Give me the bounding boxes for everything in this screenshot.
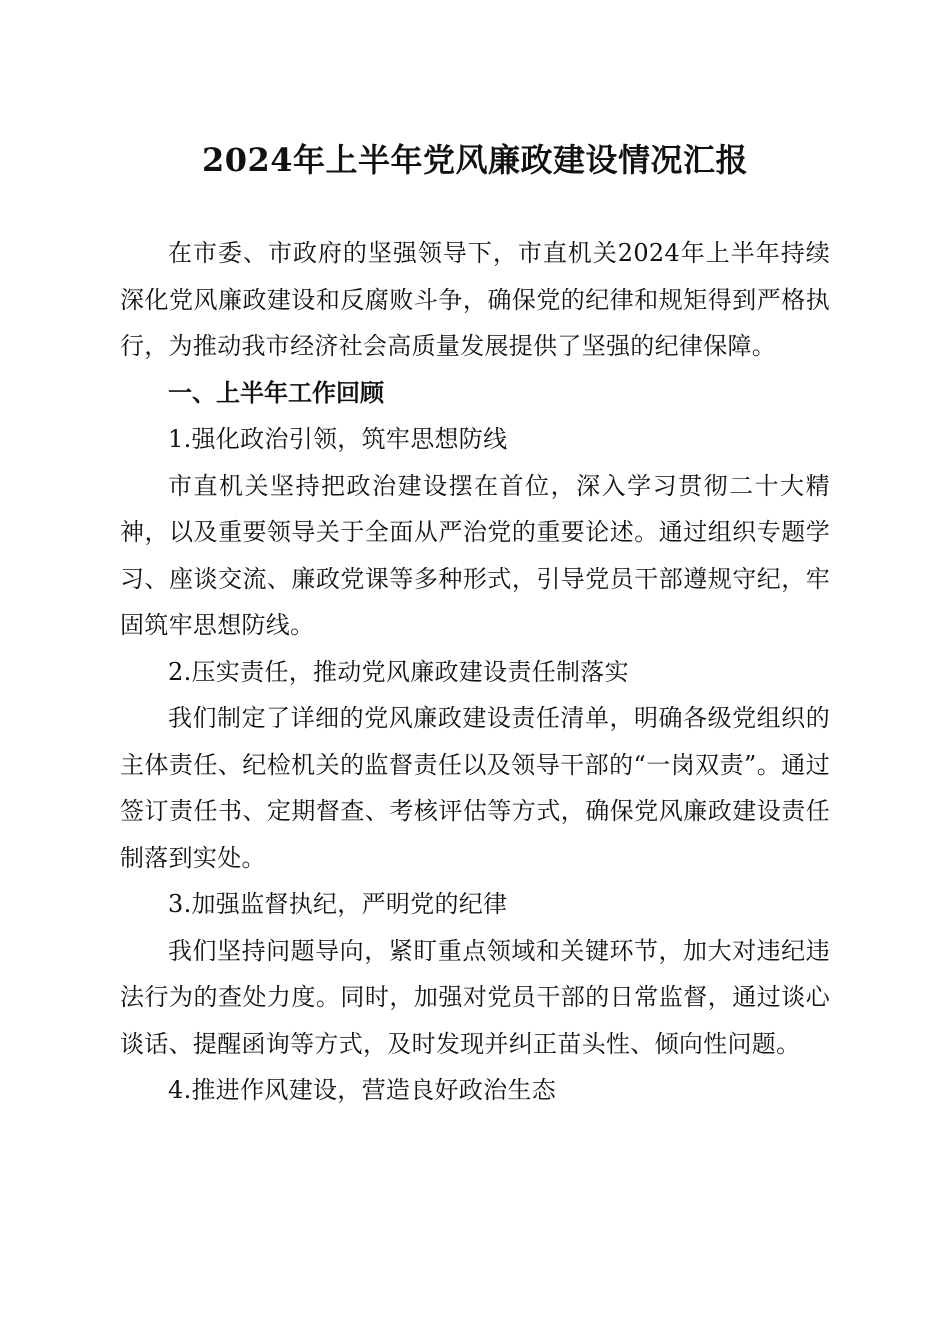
item-heading-1: 1.强化政治引领，筑牢思想防线	[168, 425, 508, 453]
item-paragraph-2: 我们制定了详细的党风廉政建设责任清单，明确各级党组织的主体责任、纪检机关的监督责任以及领导干部的“一岗双责”。通过签订责任书、定期督查、考核评估等方式，确保党风廉政建设责任制落到实处。	[120, 704, 830, 872]
document-body	[120, 230, 830, 1114]
item-paragraph-3: 我们坚持问题导向，紧盯重点领域和关键环节，加大对违纪违法行为的查处力度。同时，加强对党员干部的日常监督，通过谈心谈话、提醒函询等方式，及时发现并纠正苗头性、倾向性问题。	[120, 936, 830, 1058]
item-paragraph-1: 市直机关坚持把政治建设摆在首位，深入学习贯彻二十大精神，以及重要领导关于全面从严治党的重要论述。通过组织专题学习、座谈交流、廉政党课等多种形式，引导党员干部遵规守纪，牢固筑牢思想防线。	[120, 471, 830, 639]
intro-paragraph: 在市委、市政府的坚强领导下，市直机关2024年上半年持续深化党风廉政建设和反腐败斗争，确保党的纪律和规矩得到严格执行，为推动我市经济社会高质量发展提供了坚强的纪律保障。	[120, 239, 830, 360]
document-title: 2024年上半年党风廉政建设情况汇报	[201, 141, 749, 179]
item-heading-2: 2.压实责任，推动党风廉政建设责任制落实	[168, 657, 629, 686]
section-heading: 一、上半年工作回顾	[168, 378, 384, 407]
item-heading-3: 3.加强监督执纪，严明党的纪律	[168, 890, 508, 918]
item-heading-4: 4.推进作风建设，营造良好政治生态	[168, 1076, 556, 1104]
